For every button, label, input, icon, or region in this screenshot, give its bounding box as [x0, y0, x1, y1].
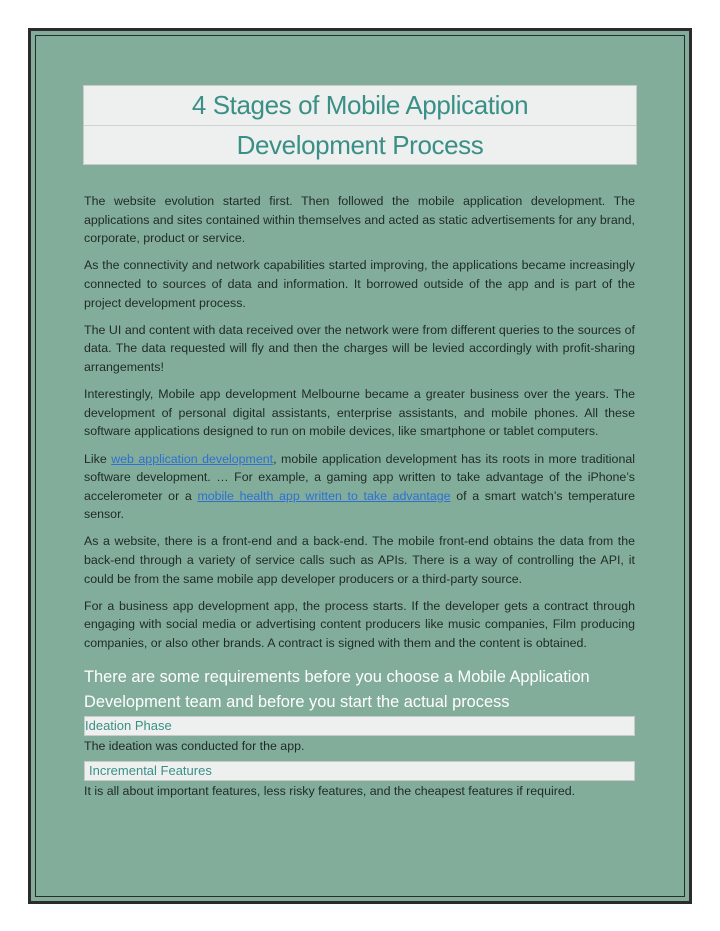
phase-text-incremental: It is all about important features, less risky features, and the cheapest features if required.	[84, 784, 576, 799]
phase-heading-incremental: Incremental Features	[84, 761, 635, 781]
title-box	[83, 85, 637, 165]
paragraph-5-text-b: , mobile application development has its roots in more traditional software development. … For example, a gaming app written to take advantage of the iPhone’s accelerometer or a	[84, 451, 635, 503]
paragraph-6: As a website, there is a front-end and a back-end. The mobile front-end obtains the data from the back-end through a variety of service calls such as APIs. There is a way of controlling the API, it could be from the same mobile app developer producers or a third-party source.	[84, 534, 635, 586]
paragraph-5-text-c: of a smart watch’s temperature sensor.	[84, 488, 635, 522]
phase-heading-ideation: Ideation Phase	[84, 716, 635, 736]
mobile-health-app-link[interactable]: mobile health app written to take advantage	[197, 488, 451, 503]
paragraph-5	[84, 450, 635, 524]
phase-text-ideation: The ideation was conducted for the app.	[84, 738, 305, 753]
page-title-line-1: 4 Stages of Mobile Application	[84, 86, 636, 126]
paragraph-2: As the connectivity and network capabilities started improving, the applications became increasingly connected to sources of data and information. It borrowed outside of the app and is part of the project development process.	[84, 258, 635, 310]
section-subheading: There are some requirements before you choose a Mobile Application Development team and before you start the actual process	[84, 667, 590, 711]
paragraph-4: Interestingly, Mobile app development Melbourne became a greater business over the years. The development of personal digital assistants, enterprise assistants, and mobile phones. All these software applications designed to run on mobile devices, like smartphone or tablet computers.	[84, 387, 635, 439]
paragraph-3: The UI and content with data received over the network were from different queries to the sources of data. The data requested will fly and then the charges will be levied accordingly with profit-sharing arrangements!	[84, 322, 635, 374]
web-application-development-link[interactable]: web application development	[111, 451, 274, 466]
paragraph-1: The website evolution started first. Then followed the mobile application development. The applications and sites contained within themselves and acted as static advertisements for any brand, corporate, product or service.	[84, 194, 636, 246]
paragraph-7: For a business app development app, the process starts. If the developer gets a contract through engaging with social media or advertising content producers like music companies, Film producing companies, or also other brands. A contract is signed with them and the content is obtained.	[84, 598, 635, 651]
article-body	[84, 192, 635, 801]
paragraph-5-text-a: Like	[84, 451, 112, 466]
page-title-line-2: Development Process	[236, 130, 484, 160]
